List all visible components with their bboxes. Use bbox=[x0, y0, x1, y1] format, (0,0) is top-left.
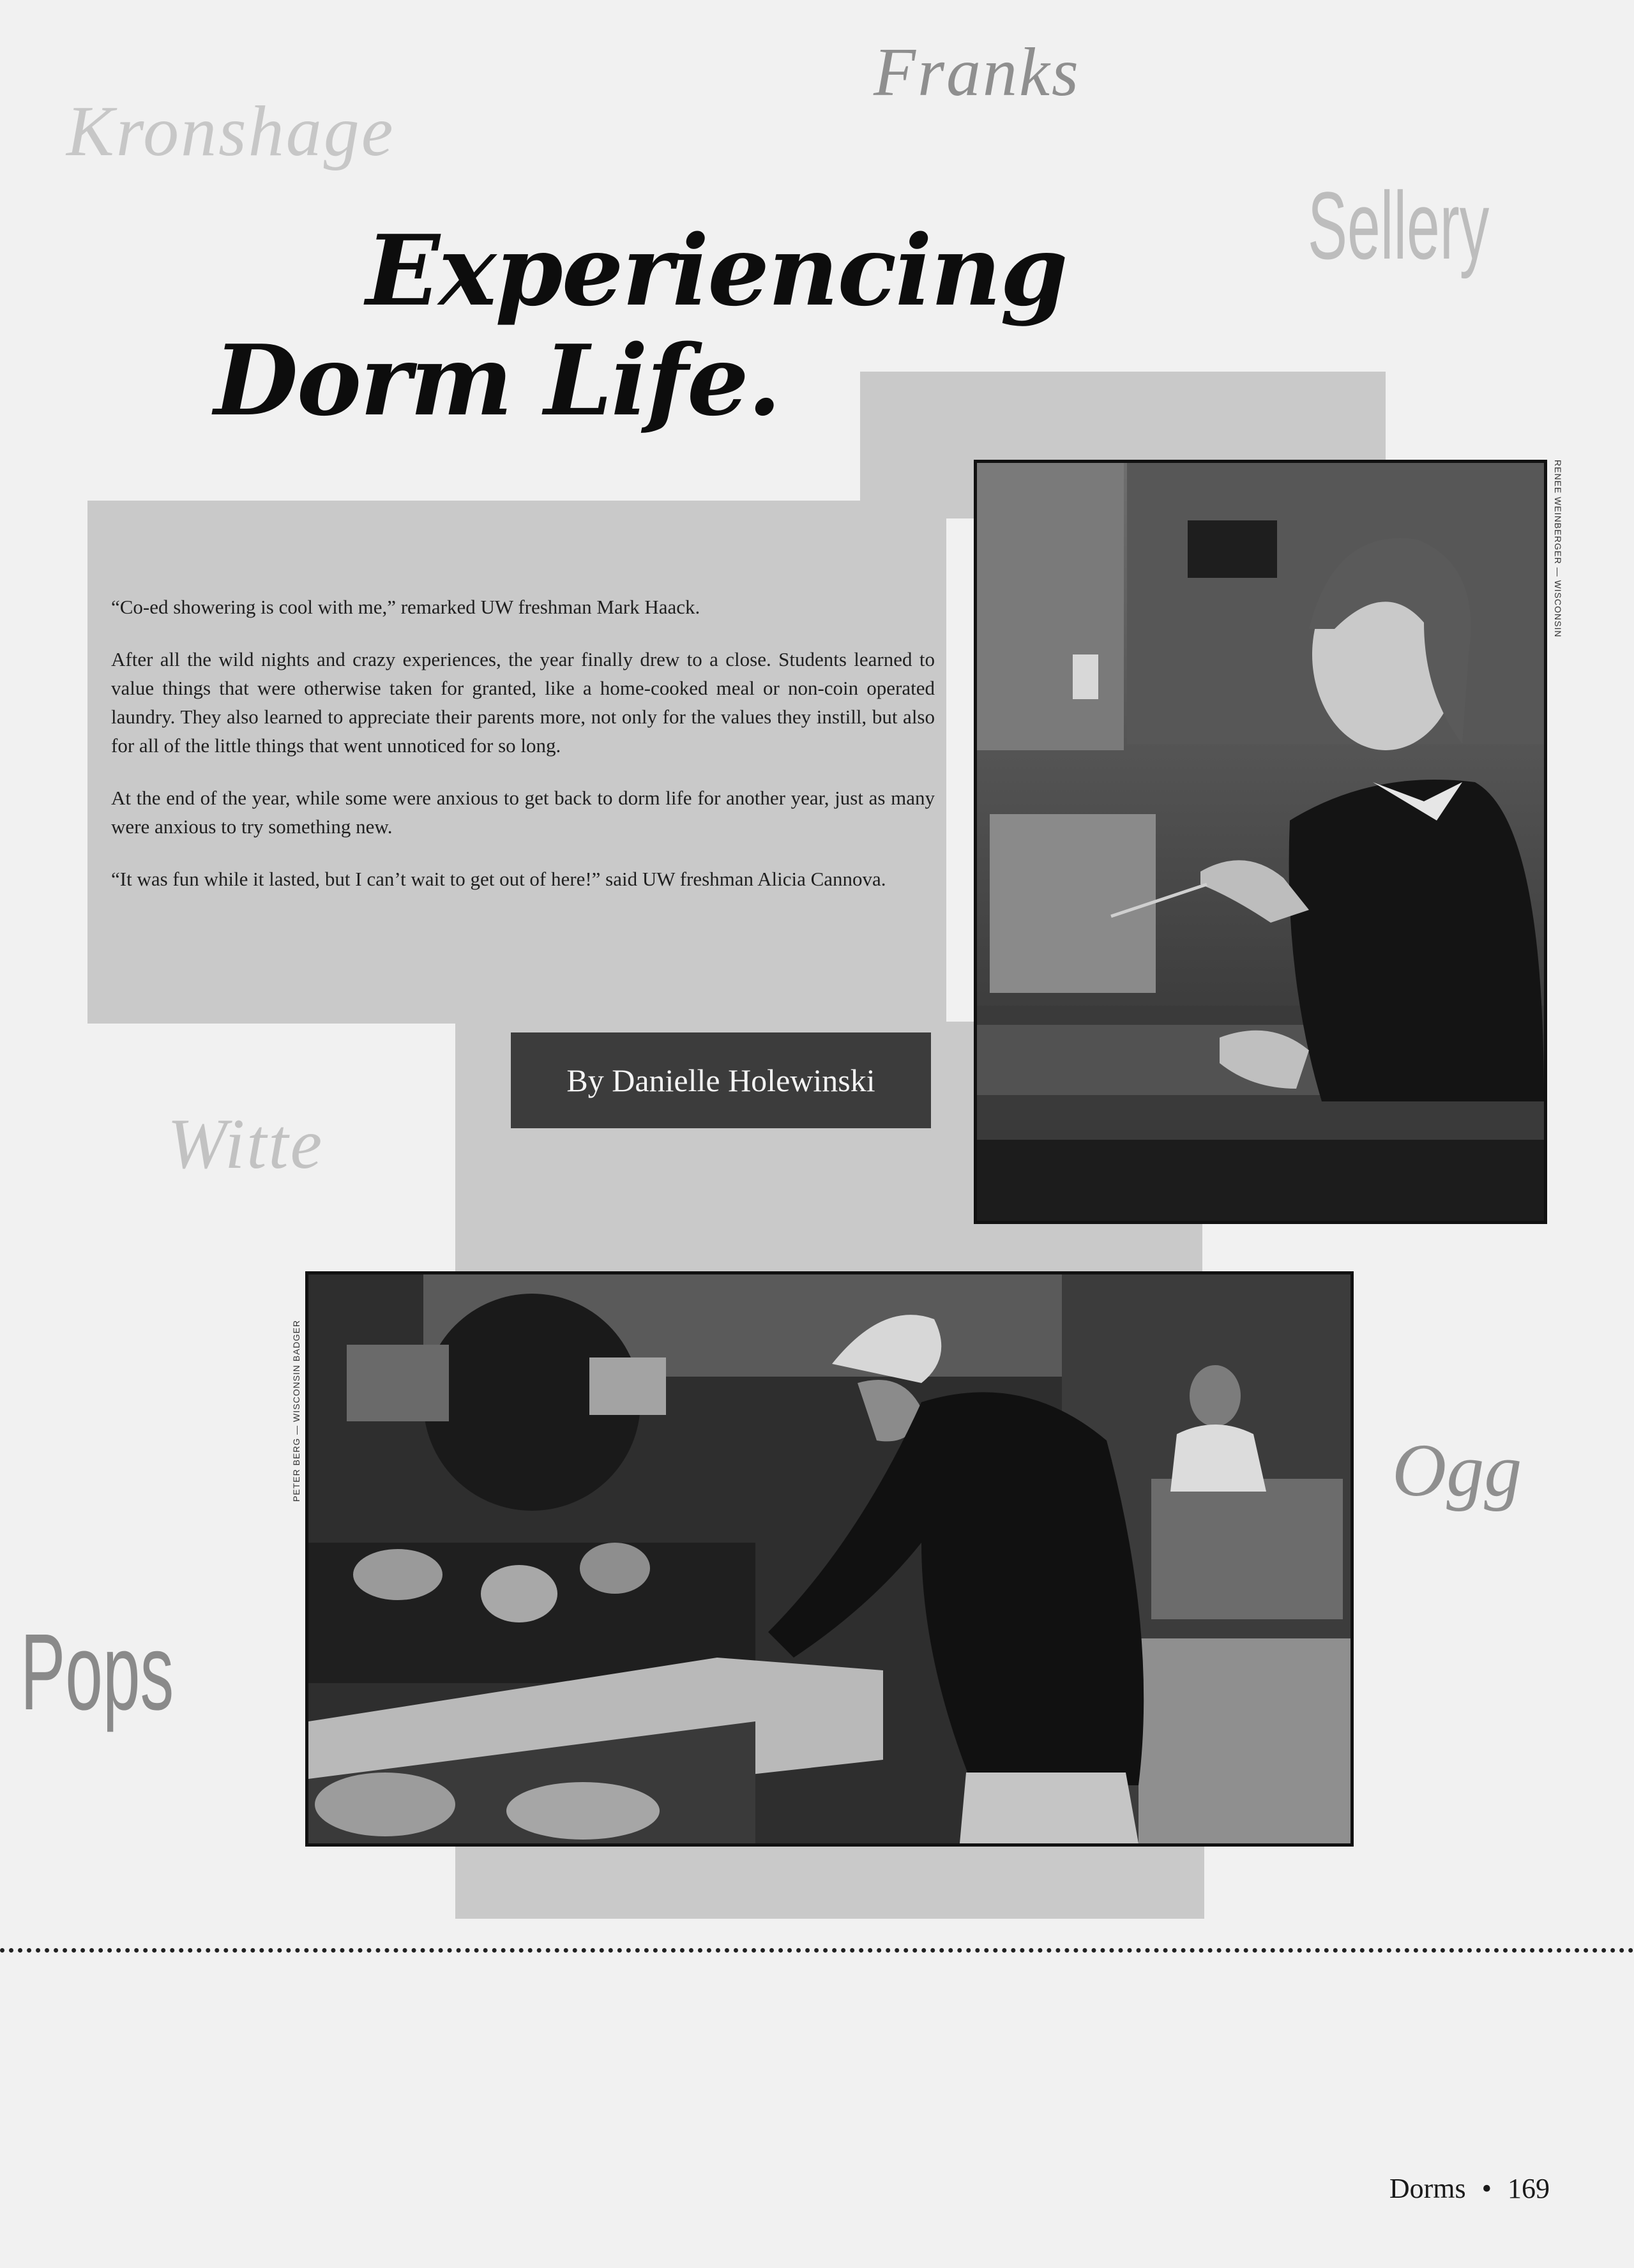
page-title-line-2: Dorm Life. bbox=[214, 323, 780, 437]
dorm-name-kronshage: Kronshage bbox=[66, 92, 395, 171]
article-paragraph: “Co-ed showering is cool with me,” remarked UW freshman Mark Haack. bbox=[111, 596, 700, 618]
photo-credit-bottom: PETER BERG — WISCONSIN BADGER bbox=[291, 1320, 301, 1502]
article-paragraph: After all the wild nights and crazy experiences, the year finally drew to a close. Students learned to value things that were otherwise taken for granted, like a home-cooked meal or non-coin operated laundry. They also learned to appreciate their parents more, not only for the values they instill, but also for all of the little things that went unnoticed for so long. bbox=[111, 648, 935, 757]
dorm-name-pops: Pops bbox=[20, 1612, 174, 1733]
photo-woman-serving-food bbox=[974, 460, 1547, 1224]
page-number: 169 bbox=[1508, 2173, 1550, 2204]
photo-man-illustration bbox=[308, 1274, 1350, 1843]
article-paragraph: “It was fun while it lasted, but I can’t wait to get out of here!” said UW freshman Alicia Cannova. bbox=[111, 868, 886, 890]
dorm-name-witte: Witte bbox=[167, 1105, 324, 1184]
dorm-name-ogg: Ogg bbox=[1392, 1428, 1522, 1512]
dotted-divider bbox=[0, 1948, 1634, 1953]
byline: By Danielle Holewinski bbox=[511, 1032, 931, 1128]
footer-section: Dorms bbox=[1389, 2173, 1466, 2204]
photo-man-at-salad-bar bbox=[305, 1271, 1354, 1847]
article-paragraph: At the end of the year, while some were anxious to get back to dorm life for another year, just as many were anxious to try something new. bbox=[111, 787, 935, 838]
dorm-name-sellery: Sellery bbox=[1308, 172, 1490, 279]
footer-separator: • bbox=[1481, 2173, 1492, 2204]
dorm-name-franks: Franks bbox=[874, 34, 1080, 110]
photo-woman-illustration bbox=[977, 463, 1544, 1221]
page-footer bbox=[1389, 2172, 1550, 2205]
photo-credit-top: RENEE WEINBERGER — WISCONSIN bbox=[1553, 460, 1563, 638]
page-title-line-1: Experiencing bbox=[366, 213, 1067, 328]
article-body bbox=[111, 593, 935, 917]
